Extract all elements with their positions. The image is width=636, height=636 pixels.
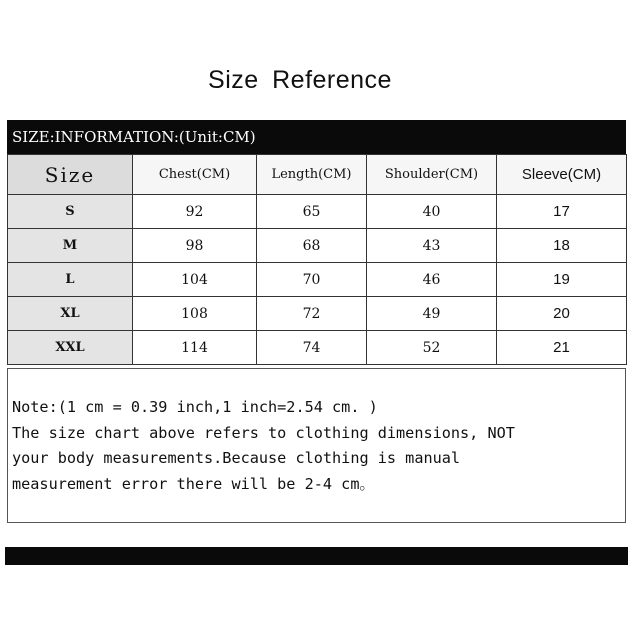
column-header-shoulder: Shoulder(CM) [367,155,497,195]
chest-cell: 98 [133,229,257,263]
page-title: Size Reference [208,66,392,94]
bottom-divider-bar [5,547,628,565]
shoulder-cell: 49 [367,297,497,331]
size-cell: L [8,263,133,297]
sleeve-cell: 17 [497,195,627,229]
chest-cell: 104 [133,263,257,297]
shoulder-cell: 43 [367,229,497,263]
column-header-length: Length(CM) [257,155,367,195]
sleeve-cell: 21 [497,331,627,365]
size-cell: XXL [8,331,133,365]
table-row [8,229,627,263]
chest-cell: 114 [133,331,257,365]
table-row [8,263,627,297]
note-line: measurement error there will be 2-4 cm。 [12,474,375,493]
chest-cell: 92 [133,195,257,229]
length-cell: 68 [257,229,367,263]
column-header-size: Size [8,155,133,195]
note-line: The size chart above refers to clothing dimensions, NOT [12,423,515,442]
shoulder-cell: 52 [367,331,497,365]
note-line: Note:(1 cm = 0.39 inch,1 inch=2.54 cm. ) [12,398,378,416]
shoulder-cell: 46 [367,263,497,297]
table-row [8,331,627,365]
length-cell: 74 [257,331,367,365]
length-cell: 65 [257,195,367,229]
note-line: your body measurements.Because clothing is manual [12,449,461,467]
table-row [8,297,627,331]
size-cell: M [8,229,133,263]
chest-cell: 108 [133,297,257,331]
length-cell: 72 [257,297,367,331]
sleeve-cell: 20 [497,297,627,331]
size-table [7,154,627,365]
length-cell: 70 [257,263,367,297]
sleeve-cell: 19 [497,263,627,297]
column-header-sleeve: Sleeve(CM) [497,155,627,195]
size-cell: XL [8,297,133,331]
size-information-bar: SIZE:INFORMATION:(Unit:CM) [7,120,626,154]
table-row [8,195,627,229]
size-cell: S [8,195,133,229]
note-box [7,368,626,523]
sleeve-cell: 18 [497,229,627,263]
column-header-chest: Chest(CM) [133,155,257,195]
shoulder-cell: 40 [367,195,497,229]
table-header-row [8,155,627,195]
